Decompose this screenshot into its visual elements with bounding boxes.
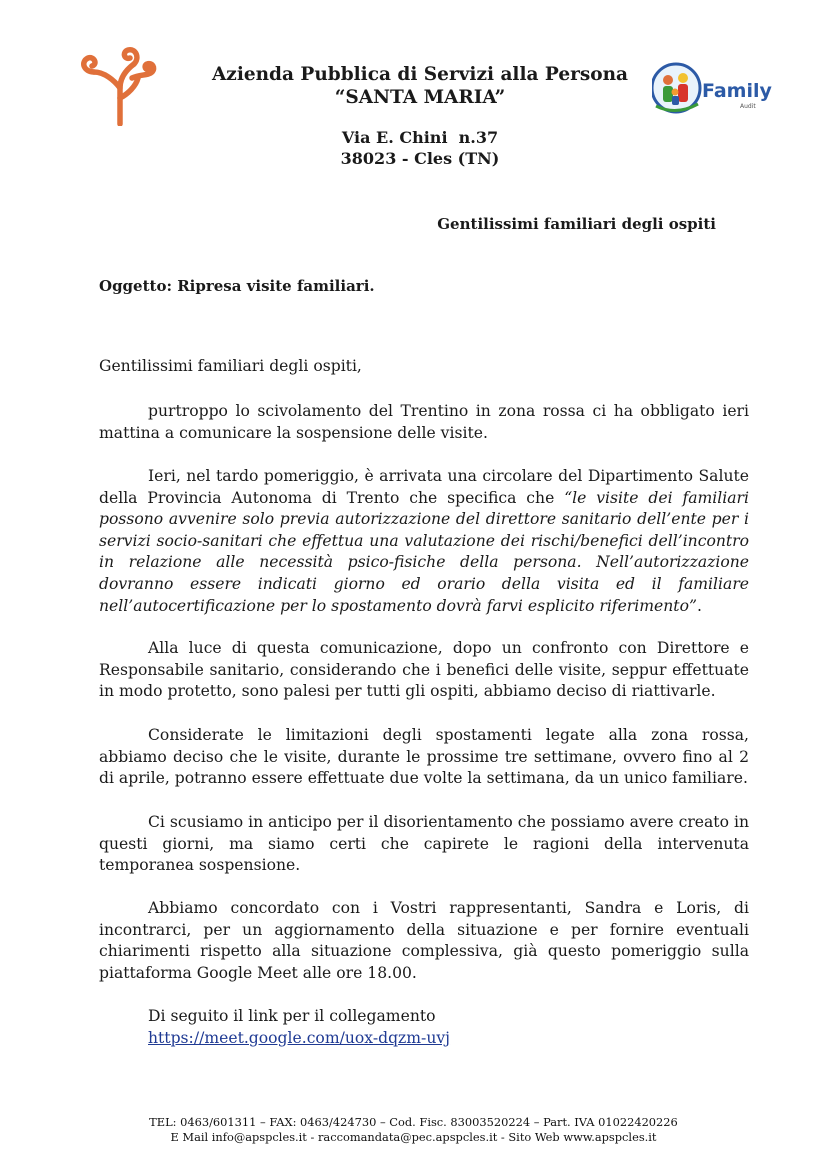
paragraph-3: Alla luce di questa comunicazione, dopo un confronto con Direttore e Responsabile sanitario, considerando che i benefici delle visite, seppur effettuate in modo protetto, sono palesi per tutti gli ospiti, abbiamo deciso di riattivarle. <box>99 639 749 701</box>
tree-logo-icon <box>76 42 158 126</box>
org-name: Azienda Pubblica di Servizi alla Persona <box>211 64 629 85</box>
recipient: Gentilissimi familiari degli ospiti <box>437 215 716 233</box>
paragraph-1: purtroppo lo scivolamento del Trentino in zona rossa ci ha obbligato ieri mattina a comunicare la sospensione delle visite. <box>99 402 749 442</box>
link-intro: Di seguito il link per il collegamento <box>148 1007 436 1025</box>
address-line2: 38023 - Cles (TN) <box>340 149 500 168</box>
paragraph-2 <box>99 466 749 617</box>
subject-line: Oggetto: Ripresa visite familiari. <box>99 277 375 295</box>
address-line1: Via E. Chini n.37 <box>341 128 499 147</box>
footer-contacts: TEL: 0463/601311 – FAX: 0463/424730 – Cod. Fisc. 83003520224 – Part. IVA 01022420226 <box>149 1115 678 1129</box>
paragraph-2-quote: “le visite dei familiari possono avvenire solo previa autorizzazione del direttore sanitario dell’ente per i servizi socio-sanitari che effettua una valutazione dei rischi/benefici dell’incontro in relazione alle necessità psico-fisiche della persona. Nell’autorizzazione dovranno essere indicati giorno ed orario della visita ed il familiare nell’autocertificazione per lo spostamento dovrà farvi esplicito riferimento” <box>99 488 749 615</box>
link-block <box>99 1006 798 1049</box>
paragraph-5: Ci scusiamo in anticipo per il disorientamento che possiamo avere creato in questi giorni, ma siamo certi che capirete le ragioni della intervenuta temporanea sospensione. <box>99 813 749 875</box>
org-subtitle: “SANTA MARIA” <box>334 87 506 108</box>
paragraph-2-intro: Ieri, nel tardo pomeriggio, è arrivata una circolare del Dipartimento Salute della Provincia Autonoma di Trento che specifica che <box>99 467 749 507</box>
salutation: Gentilissimi familiari degli ospiti, <box>99 357 362 375</box>
footer-emails: E Mail info@apspcles.it - raccomandata@pec.apspcles.it - Sito Web www.apspcles.it <box>170 1130 657 1144</box>
family-logo-sub: Audit <box>740 103 756 110</box>
paragraph-2-end: . <box>696 596 702 615</box>
paragraph-4: Considerate le limitazioni degli spostamenti legate alla zona rossa, abbiamo deciso che le visite, durante le prossime tre settimane, ovvero fino al 2 di aprile, potranno essere effettuate due volte la settimana, da un unico familiare. <box>99 726 749 788</box>
meet-link[interactable]: https://meet.google.com/uox-dqzm-uvj <box>148 1028 451 1047</box>
paragraph-6: Abbiamo concordato con i Vostri rappresentanti, Sandra e Loris, di incontrarci, per un aggiornamento della situazione e per fornire eventuali chiarimenti rispetto alla situazione complessiva, già questo pomeriggio sulla piattaforma Google Meet alle ore 18.00. <box>99 899 749 982</box>
family-logo-word: Family <box>702 80 772 102</box>
